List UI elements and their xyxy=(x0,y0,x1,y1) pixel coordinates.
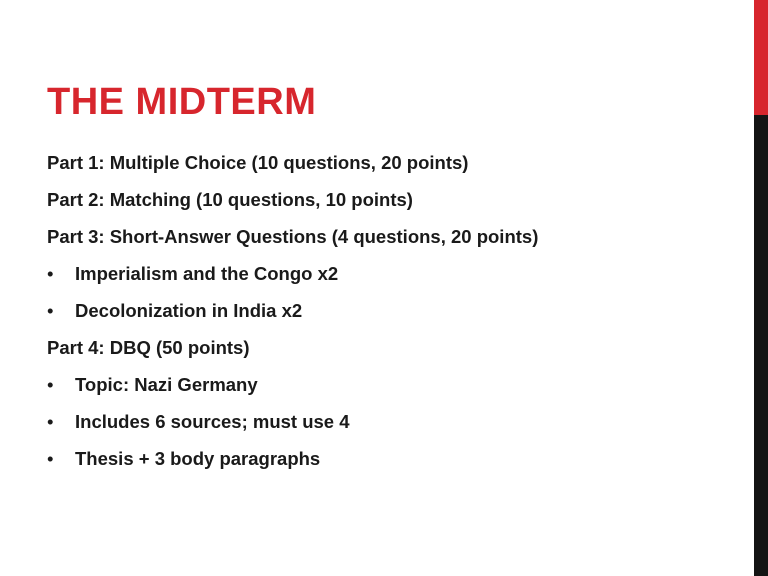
accent-bar-red-segment xyxy=(754,0,768,115)
bullet-item: • Decolonization in India x2 xyxy=(47,300,538,337)
part-4-line: Part 4: DBQ (50 points) xyxy=(47,337,250,358)
accent-bar xyxy=(754,0,768,576)
part-1-line: Part 1: Multiple Choice (10 questions, 20 points) xyxy=(47,152,469,173)
bullet-item: • Imperialism and the Congo x2 xyxy=(47,263,538,300)
bullet-item: • Topic: Nazi Germany xyxy=(47,374,538,411)
bullet-item: • Includes 6 sources; must use 4 xyxy=(47,411,538,448)
slide-content xyxy=(47,152,538,485)
slide-title: THE MIDTERM xyxy=(47,81,317,123)
bullet-item: • Thesis + 3 body paragraphs xyxy=(47,448,538,485)
part-2-line: Part 2: Matching (10 questions, 10 points) xyxy=(47,189,413,210)
part-3-line: Part 3: Short-Answer Questions (4 questions, 20 points) xyxy=(47,226,539,247)
